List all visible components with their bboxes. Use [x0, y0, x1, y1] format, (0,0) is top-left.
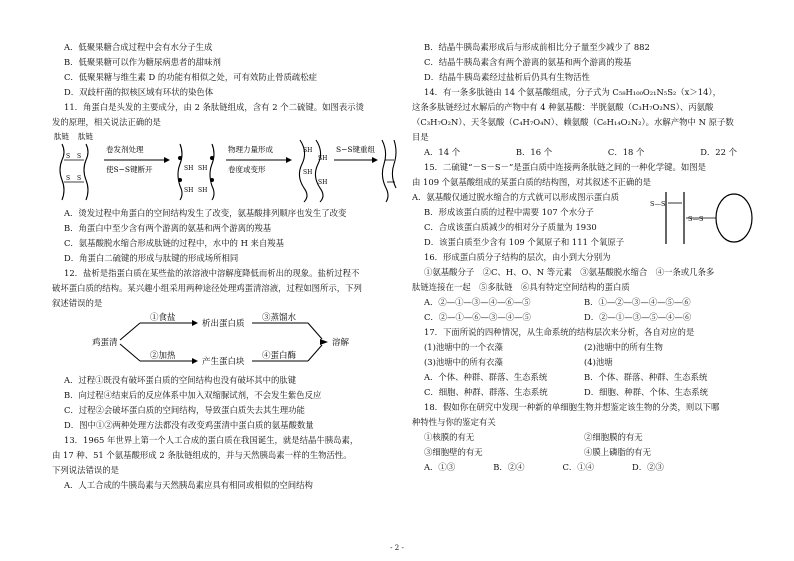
chain-label-2: 肽链	[78, 132, 93, 141]
q18-stem-1: 18．假如你在研究中发现一种新的单细胞生物并想鉴定该生物的分类，则以下哪	[424, 402, 720, 412]
q15-stem-2: 由 109 个氨基酸组成的某蛋白质的结构图，对其叙述不正确的是	[412, 177, 652, 187]
q12-stem-3: 叙述错误的是	[52, 298, 103, 308]
sh-label: SH	[198, 165, 208, 172]
sh-label: SH	[184, 165, 194, 172]
sh-label: SH	[318, 155, 328, 162]
sh-label: SH	[318, 179, 328, 186]
q17-item-1: (1)池塘中的一个衣藻	[424, 342, 503, 352]
mid-1-label: 析出蛋白质	[202, 319, 245, 329]
s-label: S	[66, 175, 71, 182]
page-number: - 2 -	[390, 544, 404, 552]
q11-option-c: C．氨基酸脱水缩合形成肽链的过程中，水中的 H 来自羧基	[64, 238, 285, 248]
s-label: S	[77, 153, 82, 160]
q18-item-2: ②细胞膜的有无	[584, 432, 643, 442]
q10-option-b: B．低聚果糖可以作为糖尿病患者的甜味剂	[64, 57, 221, 67]
q12-option-c: C．过程②会破坏蛋白质的空间结构，导致蛋白质失去其生理功能	[64, 405, 305, 415]
q17-stem: 17．下面所说的四种情况，从生命系统的结构层次来分析，各自对应的是	[424, 327, 695, 337]
q14-option-a: A．14 个	[424, 147, 461, 157]
arrow-3-head	[372, 157, 378, 163]
q10-option-c: C．低聚果糖与维生素 D 的功能有相似之处，可有效防止骨质疏松症	[64, 72, 317, 82]
sh-label: SH	[303, 147, 313, 154]
q16-option-c: C．②—①—⑥—③—④—⑤	[424, 312, 531, 322]
branch-up	[120, 323, 140, 340]
q16-option-d: D．②—①—③—⑤—④—⑥	[584, 312, 692, 322]
q18-option-c: C．①④	[562, 462, 595, 472]
right-column	[412, 40, 757, 475]
s-label: S	[77, 175, 82, 182]
q18-item-1: ①核膜的有无	[424, 432, 475, 442]
q12-figure	[52, 311, 397, 373]
step1-bottom-label: 使S−S键断开	[106, 165, 153, 174]
step2-top-label: 物理力量形成	[228, 145, 273, 154]
q14-option-d: D．22 个	[700, 147, 737, 157]
q11-figure	[52, 130, 397, 206]
q17-item-2: (2)池塘中的所有生物	[584, 342, 663, 352]
q14-options	[412, 145, 757, 160]
ss-label-2: S—S	[688, 215, 704, 223]
q18-option-a: A．①③	[424, 462, 456, 472]
step-2-label: ②加热	[150, 351, 176, 361]
q15-option-d: D．该蛋白质至少含有 109 个氮原子和 111 个氧原子	[424, 237, 625, 247]
q15-option-c: C．合成该蛋白质减少的相对分子质量为 1930	[424, 222, 597, 232]
egg-white-diagram	[52, 311, 397, 373]
chain-2	[84, 144, 88, 200]
q12-stem-2: 破坏蛋白质的结构。某兴趣小组采用两种途径处理鸡蛋清溶液，过程如图所示，下列	[52, 283, 362, 293]
q13-stem-1: 13．1965 年世界上第一个人工合成的蛋白质在我国诞生，就是结晶牛胰岛素，	[64, 435, 359, 445]
q17-items-row-1	[412, 340, 757, 355]
arrow-1-head	[164, 157, 170, 163]
q11-option-b: B．角蛋白中至少含有两个游离的氨基和两个游离的羧基	[64, 223, 272, 233]
q11-stem-1: 11．角蛋白是头发的主要成分，由 2 条肽链组成，含有 2 个二硫键。如图表示烫	[64, 102, 364, 112]
step-4-label: ④蛋白酶	[262, 351, 297, 361]
sh-label: SH	[303, 169, 313, 176]
q14-option-c: C．18 个	[607, 147, 645, 157]
bond-dot	[178, 178, 182, 182]
q14-stem-3: （C₃H₇O₂N）、天冬氨酸（C₄H₇O₄N）、赖氨酸（C₆H₁₄O₂N₂）。水解产物中 N 原子数	[412, 117, 734, 127]
merge-down	[308, 345, 322, 361]
q16-option-b: B．①—②—③—④—⑤—⑥	[584, 297, 691, 307]
q17-options-row-2	[412, 385, 757, 400]
merge-up	[308, 323, 322, 339]
q16-stem-2: ①氨基酸分子 ②C、H、O、N 等元素 ③氨基酸脱水缩合 ④一条或几条多	[424, 267, 715, 277]
final-chain-2	[392, 140, 396, 188]
arrow-down-1-head	[192, 358, 198, 364]
step-3-label: ③蒸馏水	[262, 313, 297, 323]
step2-bottom-label: 卷度或变形	[228, 165, 266, 174]
q16-stem-1: 16．形成蛋白质分子结构的层次，由小到大分别为	[424, 252, 611, 262]
chain-1	[60, 144, 64, 200]
final-chain-1	[382, 140, 388, 202]
q12-option-a: A．过程①既没有破坏蛋白质的空间结构也没有破坏其中的肽键	[64, 375, 297, 385]
q13-option-a: A．人工合成的牛胰岛素与天然胰岛素应具有相同或相似的空间结构	[64, 480, 313, 490]
q17-item-4: (4)池塘	[584, 357, 613, 367]
q17-option-c: C．细胞、种群、群落、生态系统	[424, 387, 548, 397]
q15-option-a: A．氨基酸仅通过脱水缩合的方式就可以形成图示蛋白质	[412, 192, 620, 202]
sh-label: SH	[198, 187, 208, 194]
egg-white-label: 鸡蛋清	[92, 338, 118, 348]
q15-option-b: B．形成该蛋白质的过程中需要 107 个水分子	[424, 207, 594, 217]
q16-stem-3: 肽链连接在一起 ⑤多肽链 ⑥具有特定空间结构的蛋白质	[412, 282, 630, 292]
q11-option-a: A．烫发过程中角蛋白的空间结构发生了改变，氨基酸排列顺序也发生了改变	[64, 208, 347, 218]
q17-item-3: (3)池塘中的所有衣藻	[424, 357, 503, 367]
q15-protein-figure	[648, 186, 758, 246]
q18-item-3: ③细胞壁的有无	[424, 447, 483, 457]
q11-option-d: D．角蛋白二硫键的形成与肽键的形成场所相同	[64, 253, 239, 263]
q14-option-b: B．16 个	[515, 147, 553, 157]
q18-item-4: ④膜上磷脂的有无	[584, 447, 651, 457]
chain-label-1: 肽链	[54, 132, 69, 141]
q10-option-d: D．双歧杆菌的拟核区域有环状的染色体	[64, 87, 214, 97]
q13-option-c: C．结晶牛胰岛素含有两个游离的氨基和两个游离的羧基	[424, 57, 632, 67]
bond-dot	[178, 156, 182, 160]
q12-option-d: D．图中①②两种处理方法都没有改变鸡蛋清中蛋白质的氨基酸数量	[64, 420, 314, 430]
step3-top-label: S−S键重组	[336, 145, 376, 154]
bond-dot	[210, 178, 214, 182]
shifted-chain-2	[315, 140, 323, 202]
broken-chain-2	[210, 144, 214, 200]
s-label: S	[66, 153, 71, 160]
q14-stem-2: 这条多肽链经过水解后的产物中有 4 种氨基酸：半胱氨酸（C₃H₇O₂NS）、丙氨酸	[412, 102, 714, 112]
q17-option-d: D．细胞、种群、个体、生态系统	[584, 387, 708, 397]
q17-option-b: B．个体、群落、种群、生态系统	[584, 372, 708, 382]
q18-items-row-2	[412, 445, 757, 460]
arrow-2-head	[286, 157, 292, 163]
q11-stem-2: 发的原理，相关说法正确的是	[52, 117, 161, 127]
q16-options-row-2	[412, 310, 757, 325]
branch-down	[120, 344, 140, 361]
left-column	[52, 40, 397, 493]
q17-option-a: A．个体、种群、群落、生态系统	[424, 372, 548, 382]
q12-stem-1: 12．盐析是指蛋白质在某些盐的浓溶液中溶解度降低而析出的现象。盐析过程不	[64, 268, 360, 278]
q14-stem-4: 目是	[412, 132, 429, 142]
q14-stem-1: 14．有一条多肽链由 14 个氨基酸组成，分子式为 C₅₈H₁₀₀O₂₁N₅S₂（x＞14），	[424, 87, 721, 97]
q13-option-d: D．结晶牛胰岛素经过盐析后仍具有生物活性	[424, 72, 590, 82]
ss-label-1: S—S	[650, 200, 666, 208]
q15-block	[412, 190, 757, 250]
q18-stem-2: 种特性与你的鉴定有关	[412, 417, 496, 427]
q13-option-b: B．结晶牛胰岛素形成后与形成前相比分子量至少减少了 882	[424, 42, 650, 52]
q16-options-row-1	[412, 295, 757, 310]
q18-option-b: B．②④	[493, 462, 525, 472]
q18-options	[412, 460, 757, 475]
bond-dot	[210, 156, 214, 160]
q17-items-row-2	[412, 355, 757, 370]
dissolve-label: 溶解	[332, 338, 350, 348]
step1-top-label: 卷发剂处理	[106, 145, 144, 154]
q15-stem-1: 15．二硫键“－S－S－”是蛋白质中连接两条肽链之间的一种化学键。如图是	[424, 162, 706, 172]
merge-arrow-head	[320, 339, 328, 345]
q13-stem-3: 下列说法错误的是	[52, 465, 119, 475]
q18-option-d: D．②③	[632, 462, 664, 472]
mid-2-label: 产生蛋白块	[202, 357, 245, 367]
ring-chain	[716, 194, 752, 242]
q18-items-row-1	[412, 430, 757, 445]
sh-label: SH	[184, 187, 194, 194]
q17-options-row-1	[412, 370, 757, 385]
q10-option-a: A．低聚果糖合成过程中会有水分子生成	[64, 42, 213, 52]
broken-chain-1	[178, 144, 182, 200]
q12-option-b: B．向过程④结束后的反应体系中加入双缩脲试剂，不会发生紫色反应	[64, 390, 322, 400]
q13-stem-2: 由 17 种、51 个氨基酸形成 2 条肽链组成的，并与天然胰岛素一样的生物活性。	[52, 450, 352, 460]
step-1-label: ①食盐	[150, 313, 176, 323]
arrow-up-1-head	[192, 320, 198, 326]
q16-option-a: A．②—①—③—④—⑥—⑤	[424, 297, 531, 307]
perm-diagram	[52, 130, 397, 206]
